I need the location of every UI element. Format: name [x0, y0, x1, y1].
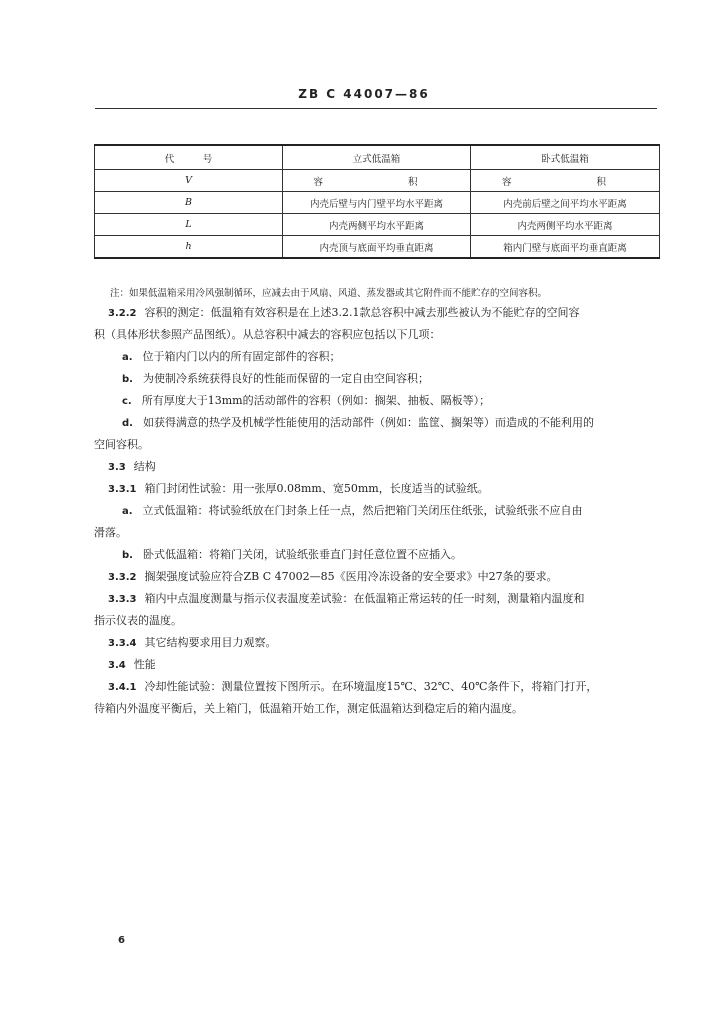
table-cell-horizontal: 箱内门壁与底面平均垂直距离 — [471, 236, 660, 259]
list-item-d — [94, 412, 660, 434]
paragraph-3-2-2 — [94, 302, 660, 324]
column-header-code: 代 号 — [95, 145, 283, 170]
paragraph-line: 积（具体形状参照产品图纸）。从总容积中减去的容积应包括以下几项： — [94, 328, 441, 341]
paragraph-line: 滑落。 — [94, 526, 127, 539]
paragraph-3-3-3 — [94, 588, 660, 610]
list-label: a. — [122, 352, 133, 363]
list-label: b. — [122, 550, 133, 561]
list-item-b — [94, 544, 660, 566]
list-text: 所有厚度大于13mm的活动部件的容积（例如：搁架、抽板、隔板等）； — [141, 394, 491, 407]
body-text — [94, 302, 660, 720]
paragraph-text: 箱门封闭性试验：用一张厚0.08mm、宽50mm，长度适当的试验纸。 — [144, 482, 489, 495]
header-rule — [95, 108, 657, 109]
section-number: 3.3.2 — [108, 572, 137, 583]
section-title: 结构 — [133, 460, 156, 473]
list-item-a — [94, 346, 660, 368]
paragraph-text: 箱内中点温度测量与指示仪表温度差试验：在低温箱正常运转的任一时刻，测量箱内温度和 — [144, 592, 585, 605]
page-number: 6 — [118, 935, 125, 946]
paragraph-text: 容积的测定：低温箱有效容积是在上述3.2.1款总容积中减去那些被认为不能贮存的空间容 — [144, 306, 580, 319]
section-number: 3.4.1 — [108, 682, 137, 693]
table-cell-code: h — [95, 236, 283, 259]
table-cell-code: L — [95, 214, 283, 236]
list-item-c — [94, 390, 660, 412]
column-header-vertical: 立式低温箱 — [283, 145, 471, 170]
section-number: 3.3.3 — [108, 594, 137, 605]
table-row — [95, 236, 660, 259]
dimension-table — [94, 144, 660, 259]
table-cell-vertical: 内壳顶与底面平均垂直距离 — [283, 236, 471, 259]
list-item-a — [94, 500, 660, 522]
list-text: 卧式低温箱：将箱门关闭，试验纸张垂直门封任意位置不应插入。 — [142, 548, 462, 561]
list-text: 立式低温箱：将试验纸放在门封条上任一点，然后把箱门关闭压住纸张，试验纸张不应自由 — [142, 504, 583, 517]
list-item-b — [94, 368, 660, 390]
list-text: 如获得满意的热学及机械学性能使用的活动部件（例如：监筐、搁架等）而造成的不能利用的 — [142, 416, 594, 429]
section-heading-3-4 — [94, 654, 660, 676]
section-number: 3.4 — [108, 660, 126, 671]
table-header-row — [95, 145, 660, 170]
paragraph-3-3-4 — [94, 632, 660, 654]
paragraph-line: 待箱内外温度平衡后，关上箱门，低温箱开始工作，测定低温箱达到稳定后的箱内温度。 — [94, 702, 523, 715]
paragraph-line: 指示仪表的温度。 — [94, 614, 182, 627]
table-cell-vertical: 内壳后壁与内门壁平均水平距离 — [283, 192, 471, 214]
table-cell-code: B — [95, 192, 283, 214]
section-number: 3.3.1 — [108, 484, 137, 495]
table-cell-horizontal: 内壳前后壁之间平均水平距离 — [471, 192, 660, 214]
paragraph-3-3-1 — [94, 478, 660, 500]
section-number: 3.3.4 — [108, 638, 137, 649]
paragraph-line: 空间容积。 — [94, 438, 149, 451]
section-number: 3.2.2 — [108, 308, 137, 319]
paragraph-text: 冷却性能试验：测量位置按下图所示。在环境温度15℃、32℃、40℃条件下，将箱门打开， — [144, 680, 598, 693]
section-heading-3-3 — [94, 456, 660, 478]
table-cell-vertical: 内壳两侧平均水平距离 — [283, 214, 471, 236]
paragraph-3-3-2 — [94, 566, 660, 588]
table-row — [95, 214, 660, 236]
table-cell-vertical: 容 积 — [283, 170, 471, 192]
list-label: c. — [122, 396, 132, 407]
standard-code-header: ZB C 44007—86 — [298, 87, 430, 101]
table-cell-horizontal: 内壳两侧平均水平距离 — [471, 214, 660, 236]
paragraph-text: 搁架强度试验应符合ZB C 47002—85《医用冷冻设备的安全要求》中27条的要求。 — [144, 570, 558, 583]
list-label: a. — [122, 506, 133, 517]
section-title: 性能 — [133, 658, 156, 671]
paragraph-3-4-1 — [94, 676, 660, 698]
list-label: d. — [122, 418, 133, 429]
section-number: 3.3 — [108, 462, 126, 473]
table-footnote: 注：如果低温箱采用冷风强制循环，应减去由于风扇、风道、蒸发器或其它附件而不能贮存的空间容积。 — [110, 288, 548, 299]
list-text: 位于箱内门以内的所有固定部件的容积； — [142, 350, 341, 363]
list-label: b. — [122, 374, 133, 385]
table-row — [95, 170, 660, 192]
column-header-horizontal: 卧式低温箱 — [471, 145, 660, 170]
list-text: 为使制冷系统获得良好的性能而保留的一定自由空间容积； — [142, 372, 429, 385]
table-cell-horizontal: 容 积 — [471, 170, 660, 192]
table-cell-code: V — [95, 170, 283, 192]
table-row — [95, 192, 660, 214]
paragraph-text: 其它结构要求用目力观察。 — [144, 636, 277, 649]
